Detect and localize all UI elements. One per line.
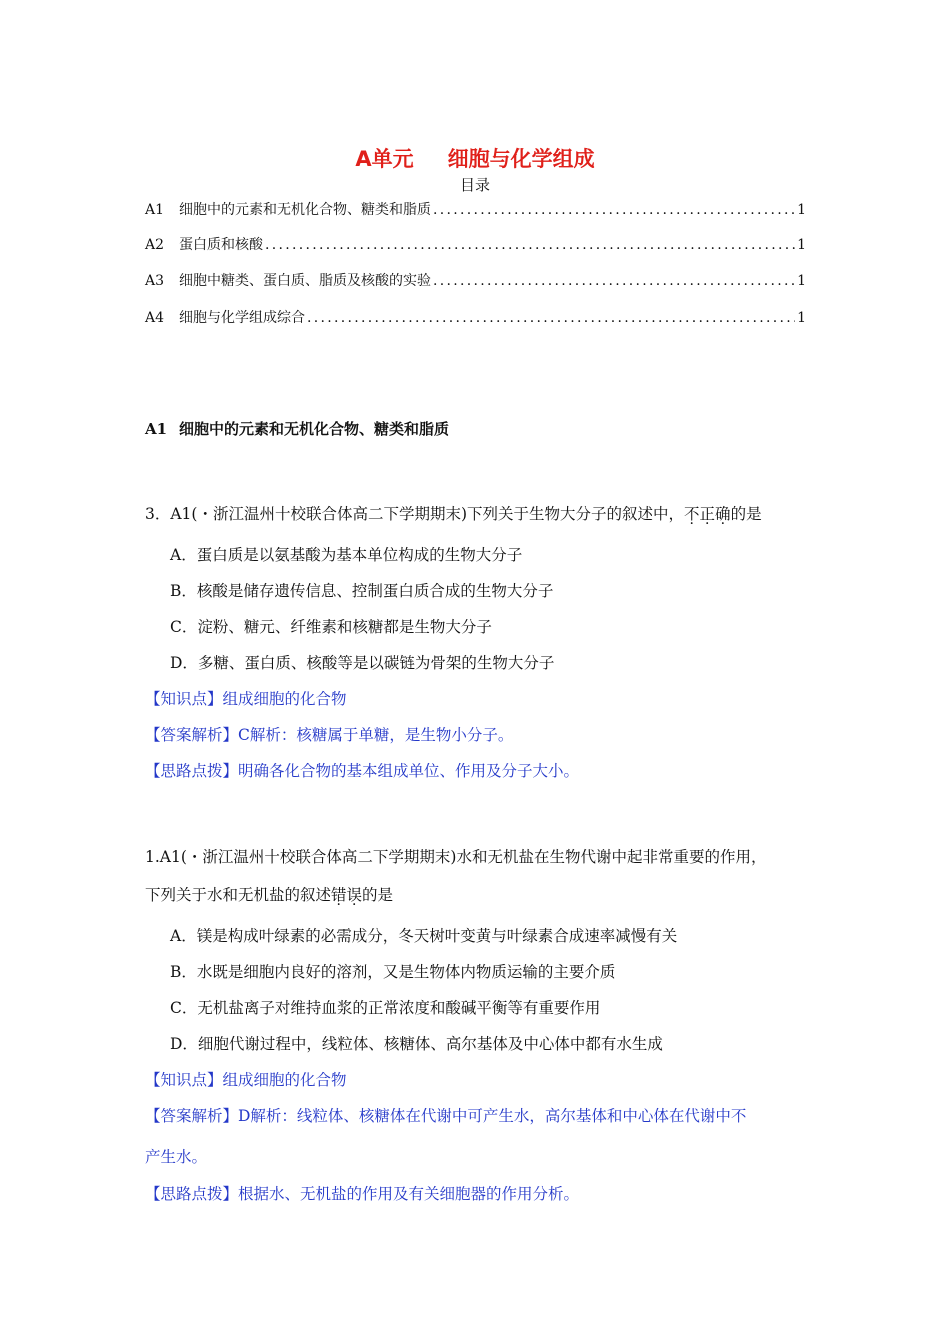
- toc-page: 1: [797, 273, 806, 289]
- knowledge-point: 【知识点】组成细胞的化合物: [145, 690, 347, 708]
- toc-label: 细胞与化学组成综合: [179, 310, 305, 326]
- emphasis-char: 不: [684, 505, 700, 523]
- title-unit: A单元: [355, 147, 414, 171]
- option-c: C．无机盐离子对维持血浆的正常浓度和酸碱平衡等有重要作用: [170, 999, 601, 1017]
- section-code: A1: [145, 420, 168, 438]
- toc-leader: [433, 273, 795, 289]
- toc-page: 1: [797, 202, 806, 218]
- answer-explanation: 【答案解析】C解析：核糖属于单糖，是生物小分子。: [145, 726, 514, 744]
- question-stem-text: 3．A1(・浙江温州十校联合体高二下学期期末)下列关于生物大分子的叙述中，: [145, 505, 685, 523]
- toc-code: A3: [145, 273, 165, 289]
- toc-entry[interactable]: [145, 270, 806, 290]
- emphasis-char: 误: [346, 886, 363, 904]
- question-stem: 1.A1(・浙江温州十校联合体高二下学期期末)水和无机盐在生物代谢中起非常重要的作用，: [145, 848, 767, 866]
- knowledge-point: 【知识点】组成细胞的化合物: [145, 1071, 347, 1089]
- toc-entry[interactable]: [145, 234, 806, 254]
- toc-label: 蛋白质和核酸: [179, 237, 263, 253]
- toc-entry[interactable]: [145, 199, 806, 219]
- option-a: A．蛋白质是以氨基酸为基本单位构成的生物大分子: [170, 546, 523, 564]
- section-heading: [145, 418, 449, 439]
- solution-hint: 【思路点拨】根据水、无机盐的作用及有关细胞器的作用分析。: [145, 1185, 580, 1203]
- toc-leader: [433, 202, 795, 218]
- option-d: D．细胞代谢过程中，线粒体、核糖体、高尔基体及中心体中都有水生成: [170, 1035, 663, 1053]
- toc-entry[interactable]: [145, 307, 806, 327]
- toc-heading: 目录: [459, 176, 490, 194]
- toc-leader: [307, 310, 795, 326]
- toc-code: A2: [145, 237, 165, 253]
- toc-label: 细胞中糖类、蛋白质、脂质及核酸的实验: [179, 273, 431, 289]
- option-c: C．淀粉、糖元、纤维素和核糖都是生物大分子: [170, 618, 492, 636]
- question-stem-end: 的是: [730, 505, 762, 523]
- option-b: B．核酸是储存遗传信息、控制蛋白质合成的生物大分子: [170, 582, 554, 600]
- question-stem-end: 的是: [362, 886, 394, 904]
- answer-explanation: 【答案解析】D解析：线粒体、核糖体在代谢中可产生水，高尔基体和中心体在代谢中不: [145, 1107, 747, 1125]
- question-stem-text: 下列关于水和无机盐的叙述: [145, 886, 332, 904]
- option-a: A．镁是构成叶绿素的必需成分，冬天树叶变黄与叶绿素合成速率减慢有关: [170, 927, 678, 945]
- question-stem-line2: [145, 883, 393, 905]
- toc-page: 1: [797, 237, 806, 253]
- solution-hint: 【思路点拨】明确各化合物的基本组成单位、作用及分子大小。: [145, 762, 580, 780]
- toc-code: A1: [145, 202, 165, 218]
- emphasis-char: 确: [715, 505, 731, 523]
- option-d: D．多糖、蛋白质、核酸等是以碳链为骨架的生物大分子: [170, 654, 555, 672]
- emphasis-char: 错: [331, 886, 347, 904]
- section-title: 细胞中的元素和无机化合物、糖类和脂质: [179, 420, 450, 438]
- question-stem: [145, 502, 762, 524]
- toc-leader: [265, 237, 795, 253]
- toc-code: A4: [145, 310, 165, 326]
- title-topic: 细胞与化学组成: [447, 147, 595, 171]
- toc-label: 细胞中的元素和无机化合物、糖类和脂质: [179, 202, 431, 218]
- emphasis-char: 正: [699, 505, 716, 523]
- answer-explanation-cont: 产生水。: [145, 1148, 208, 1166]
- toc-page: 1: [797, 310, 806, 326]
- page-title: [0, 143, 950, 173]
- option-b: B．水既是细胞内良好的溶剂，又是生物体内物质运输的主要介质: [170, 963, 616, 981]
